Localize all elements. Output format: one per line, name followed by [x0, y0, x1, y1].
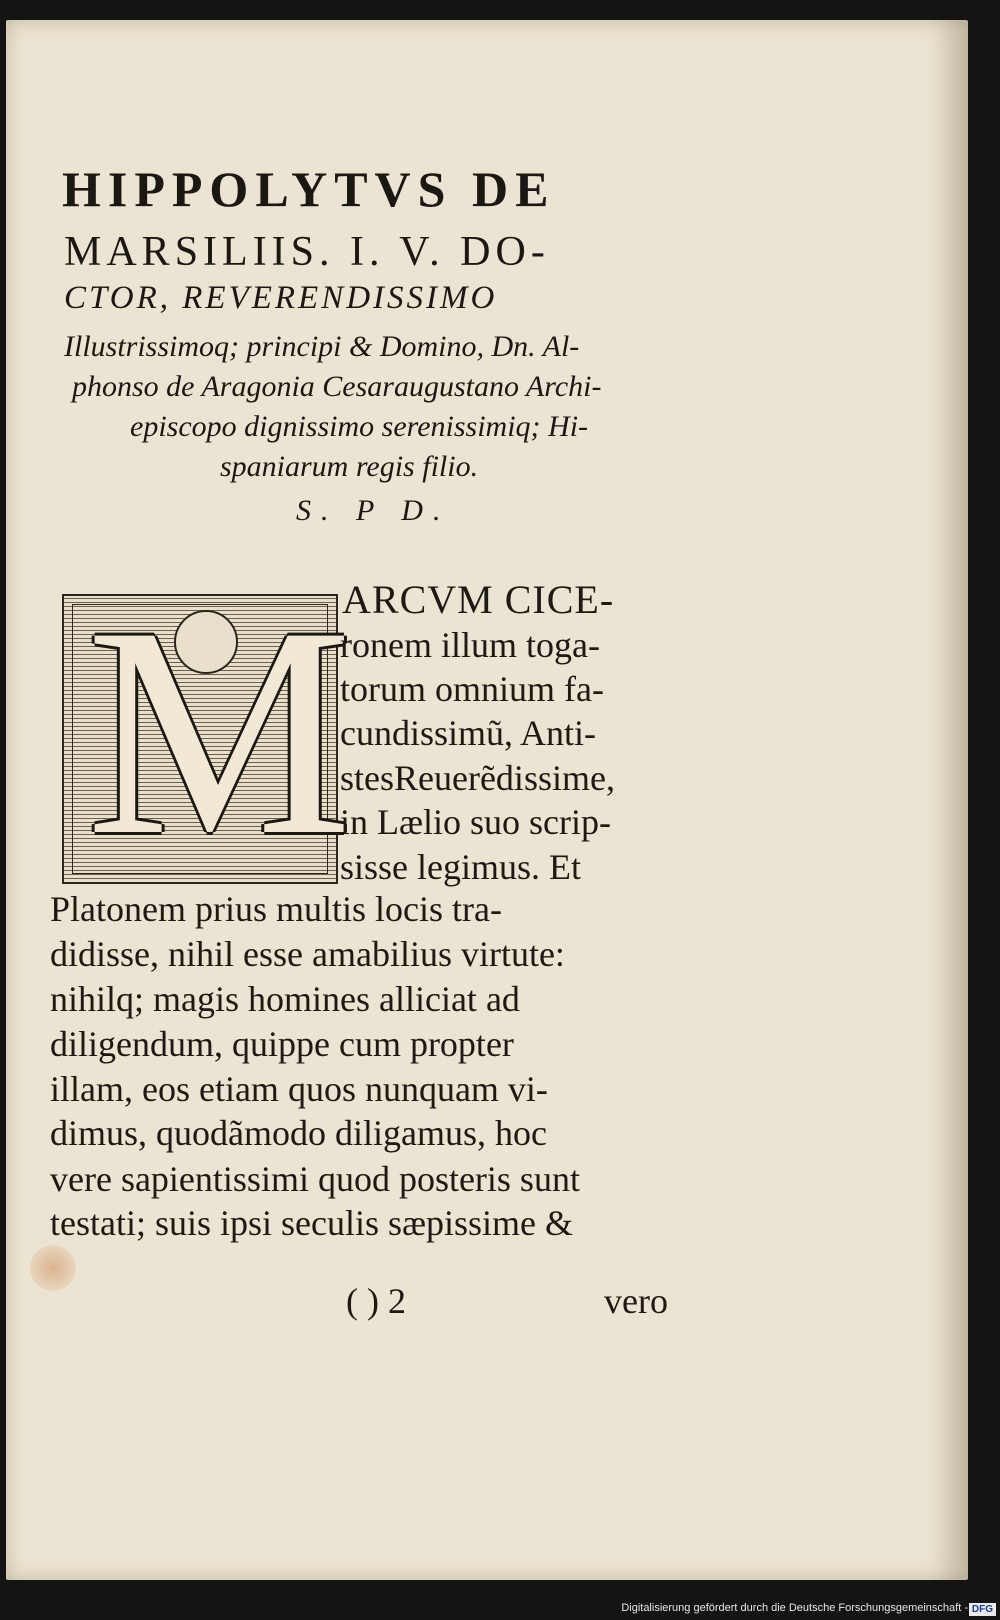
body-line-6: in Lælio suo scrip- — [340, 802, 611, 842]
body-line-12: illam, eos etiam quos nunquam vi- — [50, 1069, 548, 1109]
title-line-2: MARSILIIS. I. V. DO- — [64, 229, 550, 275]
body-line-3: torum omnium fa- — [340, 669, 604, 709]
body-line-14: vere sapientissimi quod posteris sunt — [50, 1159, 580, 1199]
body-line-9: didisse, nihil esse amabilius virtute: — [50, 934, 565, 974]
initial-letter: M — [86, 565, 353, 897]
decorated-initial — [62, 565, 353, 897]
title-line-7: spaniarum regis filio. — [220, 450, 479, 483]
body-line-5: stesReuerẽdissime, — [340, 758, 615, 798]
body-line-8: Platonem prius multis locis tra- — [50, 889, 502, 929]
signature-mark: ( ) 2 — [346, 1281, 406, 1321]
body-line-2: ronem illum toga- — [340, 625, 600, 665]
body-line-13: dimus, quodãmodo diligamus, hoc — [50, 1113, 547, 1153]
title-line-5: phonso de Aragonia Cesaraugustano Archi- — [72, 370, 602, 403]
catchword: vero — [604, 1281, 668, 1321]
body-line-1: ARCVM CICE- — [342, 577, 615, 622]
body-line-10: nihilq; magis homines alliciat ad — [50, 979, 520, 1019]
book-page — [6, 20, 968, 1580]
body-line-15: testati; suis ipsi seculis sæpissime & — [50, 1203, 574, 1243]
paper-stain — [30, 1245, 76, 1291]
digitization-credit: Digitalisierung gefördert durch die Deutsche Forschungsgemeinschaft - — [621, 1602, 968, 1614]
title-line-1: HIPPOLYTVS DE — [62, 161, 556, 217]
title-line-6: episcopo dignissimo serenissimiq; Hi- — [130, 410, 589, 443]
body-line-11: diligendum, quippe cum propter — [50, 1024, 514, 1064]
dfg-logo: DFG — [969, 1603, 996, 1616]
body-line-4: cundissimũ, Anti- — [340, 713, 597, 753]
title-line-3: CTOR, REVERENDISSIMO — [64, 280, 498, 316]
body-line-7: sisse legimus. Et — [340, 847, 581, 887]
salutation: S. P D. — [296, 494, 451, 527]
title-line-4: Illustrissimoq; principi & Domino, Dn. Al- — [64, 330, 580, 363]
